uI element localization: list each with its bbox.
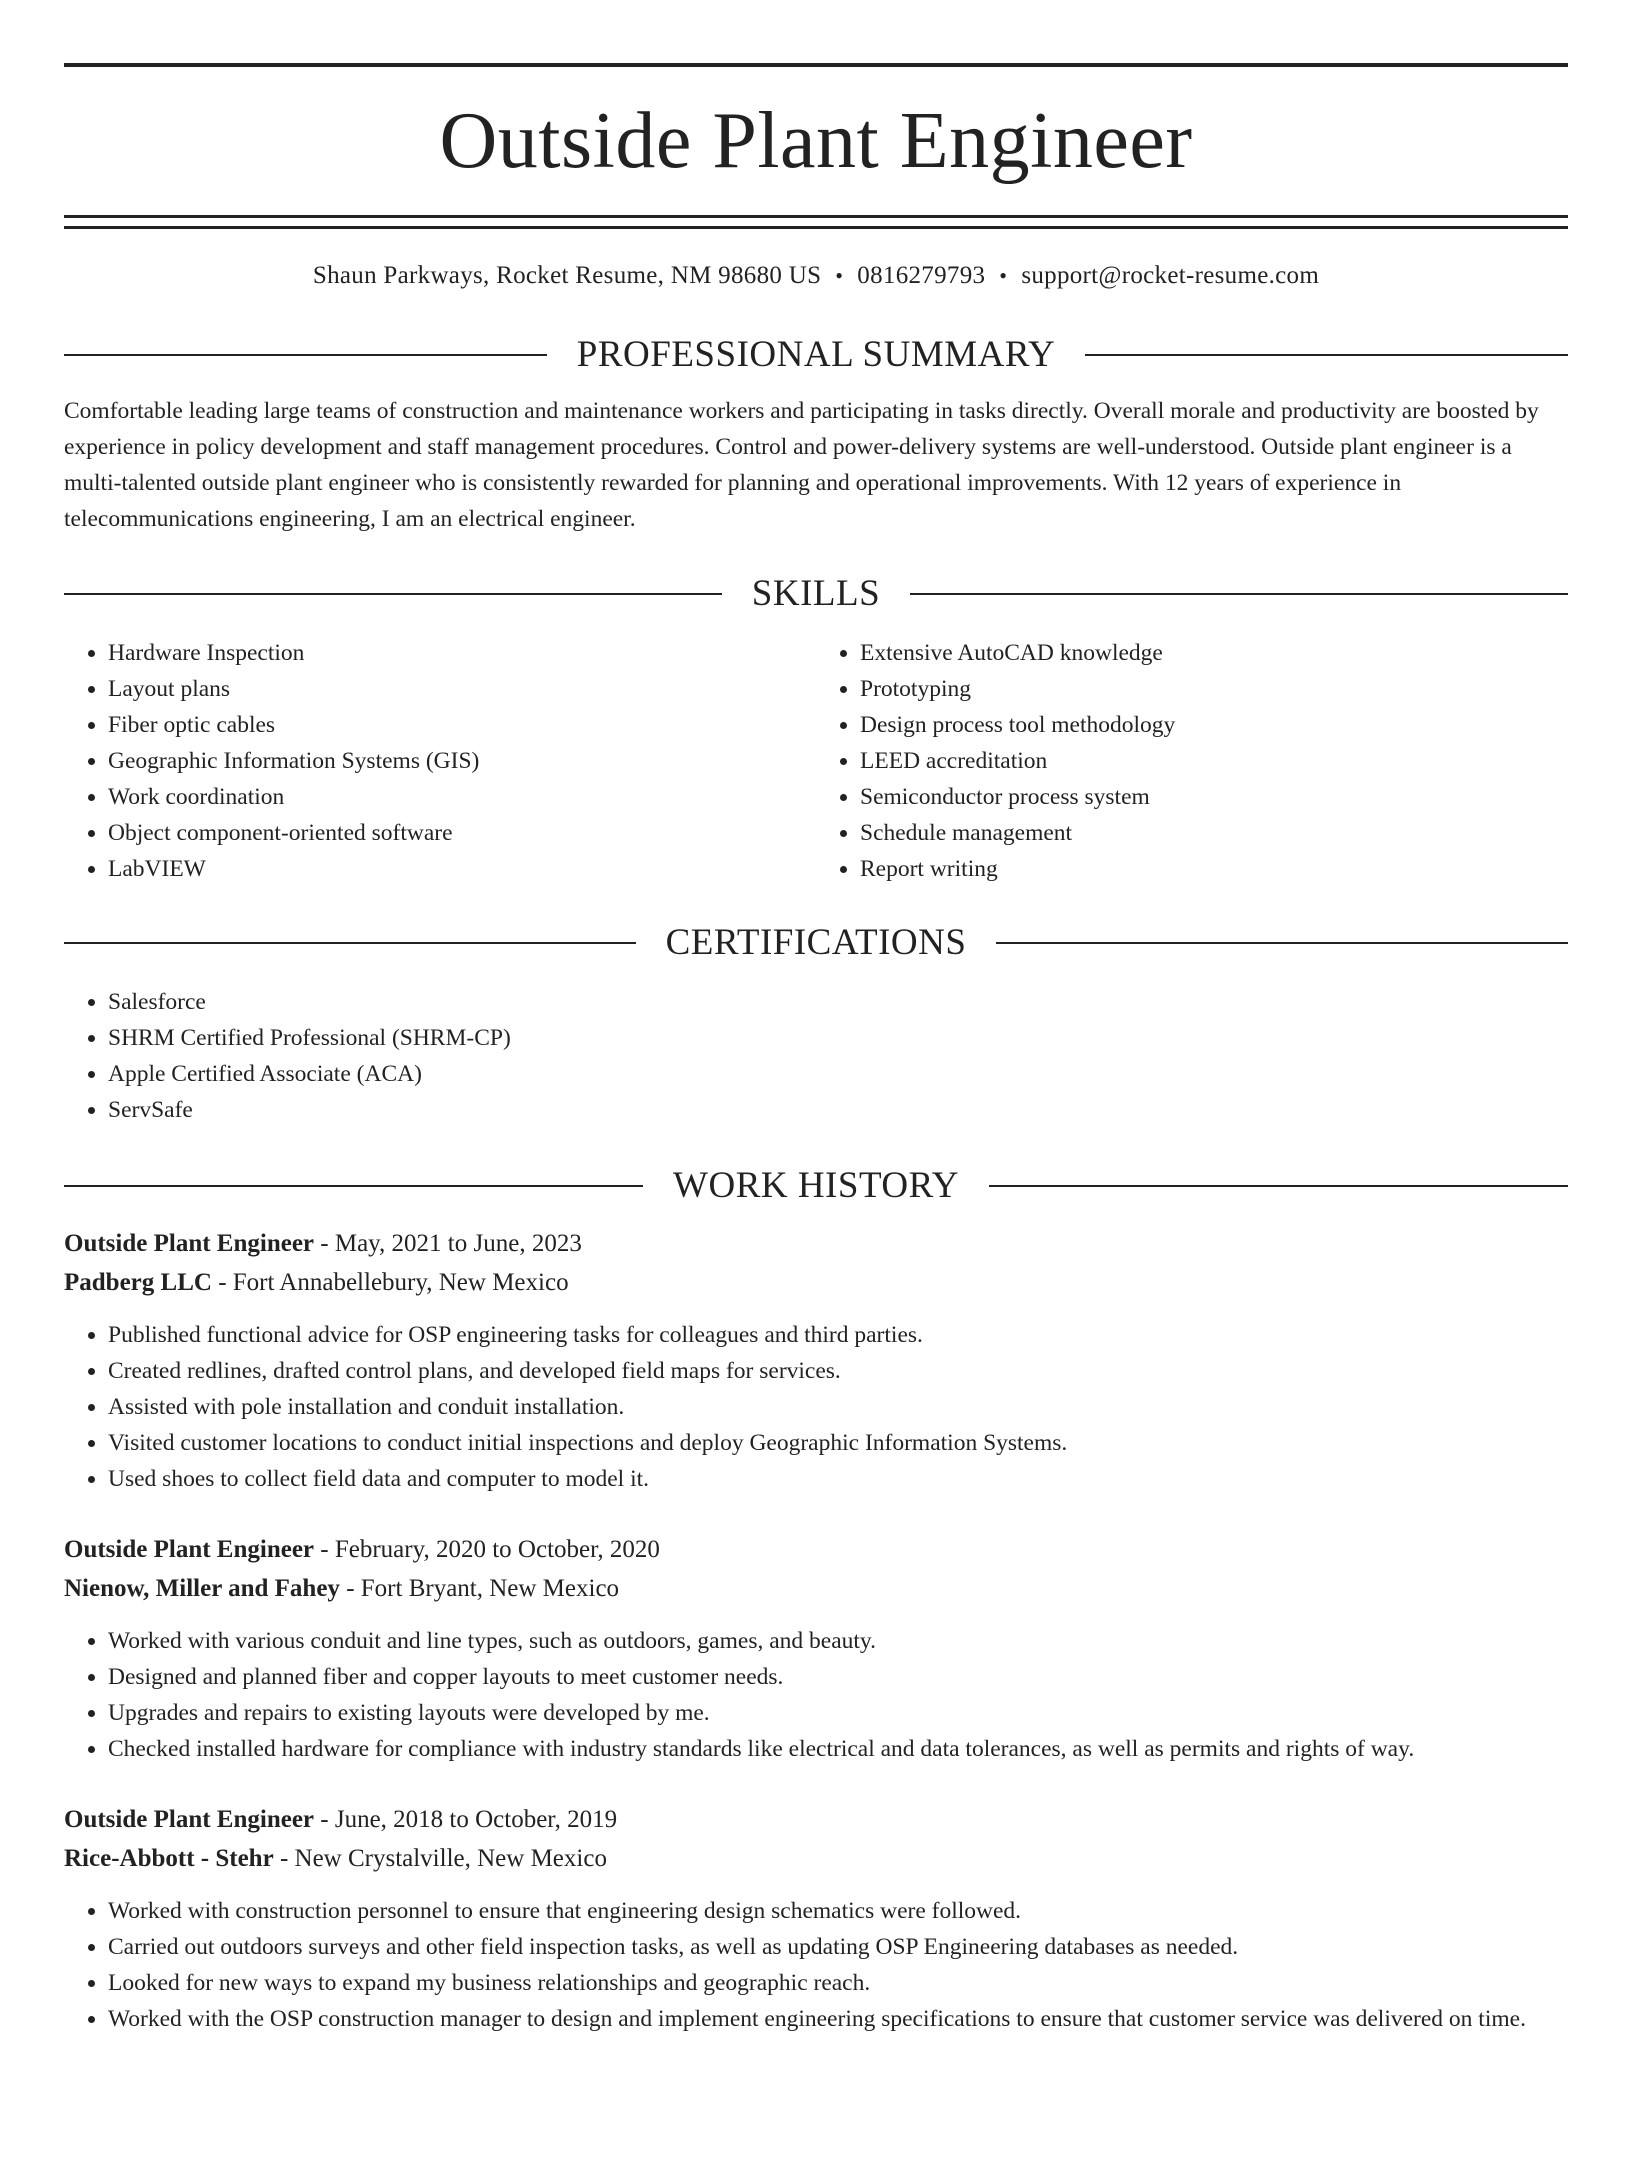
skills-grid xyxy=(64,635,1568,887)
job-entry xyxy=(64,1530,1568,1767)
job-bullet: • Upgrades and repairs to existing layouts were developed by me. xyxy=(108,1695,1568,1731)
job-bullet: • Checked installed hardware for compliance with industry standards like electrical and data tolerances, as well as permits and rights of way. xyxy=(108,1731,1568,1767)
double-rule xyxy=(64,215,1568,229)
job-title-line: Outside Plant Engineer - May, 2021 to June, 2023 xyxy=(64,1230,582,1257)
job-entry xyxy=(64,1224,1568,1497)
job-location: New Crystalville, New Mexico xyxy=(294,1845,607,1872)
job-company-line: Nienow, Miller and Fahey - Fort Bryant, New Mexico xyxy=(64,1575,620,1602)
skills-list-left xyxy=(64,635,816,887)
job-company: Rice-Abbott - Stehr xyxy=(64,1845,274,1872)
summary-heading: PROFESSIONAL SUMMARY xyxy=(576,334,1056,375)
skill-item: • Geographic Information Systems (GIS) xyxy=(108,743,816,779)
contact-phone: 0816279793 xyxy=(857,262,986,289)
resume-page xyxy=(0,63,1632,2175)
summary-section-header xyxy=(64,336,1568,373)
job-company-line: Padberg LLC - Fort Annabellebury, New Mexico xyxy=(64,1269,569,1296)
job-title: Outside Plant Engineer xyxy=(64,1806,315,1833)
contact-line xyxy=(64,263,1568,288)
job-title-line: Outside Plant Engineer - June, 2018 to October, 2019 xyxy=(64,1806,618,1833)
section-rule xyxy=(64,942,636,944)
section-rule xyxy=(989,1185,1568,1187)
skill-item: • Layout plans xyxy=(108,671,816,707)
job-bullet: • Designed and planned fiber and copper layouts to meet customer needs. xyxy=(108,1659,1568,1695)
contact-address: Shaun Parkways, Rocket Resume, NM 98680 US xyxy=(312,262,822,289)
top-rule xyxy=(64,63,1568,67)
job-entry xyxy=(64,1800,1568,2037)
certifications-list xyxy=(64,984,1568,1128)
certification-item: • SHRM Certified Professional (SHRM-CP) xyxy=(108,1020,1568,1056)
work-section-header xyxy=(64,1167,1568,1204)
job-bullet: • Published functional advice for OSP engineering tasks for colleagues and third parties. xyxy=(108,1317,1568,1353)
contact-separator: • xyxy=(999,263,1008,288)
certification-item: • Apple Certified Associate (ACA) xyxy=(108,1056,1568,1092)
certifications-section-header xyxy=(64,924,1568,961)
job-title: Outside Plant Engineer xyxy=(64,1230,315,1257)
job-bullets xyxy=(64,1317,1568,1497)
job-title-line: Outside Plant Engineer - February, 2020 to October, 2020 xyxy=(64,1536,660,1563)
job-bullet: • Worked with various conduit and line types, such as outdoors, games, and beauty. xyxy=(108,1623,1568,1659)
section-rule xyxy=(64,1185,643,1187)
section-rule xyxy=(996,942,1568,944)
skill-item: • Design process tool methodology xyxy=(860,707,1568,743)
job-title: Outside Plant Engineer xyxy=(64,1536,315,1563)
job-bullet: • Created redlines, drafted control plans, and developed field maps for services. xyxy=(108,1353,1568,1389)
job-company: Padberg LLC xyxy=(64,1269,212,1296)
skill-item: • Semiconductor process system xyxy=(860,779,1568,815)
section-rule xyxy=(1085,354,1568,356)
skills-section-header xyxy=(64,575,1568,612)
job-dates: June, 2018 to October, 2019 xyxy=(334,1806,618,1833)
job-location: Fort Bryant, New Mexico xyxy=(360,1575,620,1602)
job-bullet: • Assisted with pole installation and conduit installation. xyxy=(108,1389,1568,1425)
job-company: Nienow, Miller and Fahey xyxy=(64,1575,340,1602)
job-bullet: • Visited customer locations to conduct initial inspections and deploy Geographic Information Systems. xyxy=(108,1425,1568,1461)
work-heading: WORK HISTORY xyxy=(673,1165,959,1206)
job-company-line: Rice-Abbott - Stehr - New Crystalville, New Mexico xyxy=(64,1845,607,1872)
job-bullet: • Carried out outdoors surveys and other field inspection tasks, as well as updating OSP Engineering databases as needed. xyxy=(108,1929,1568,1965)
certification-item: • ServSafe xyxy=(108,1092,1568,1128)
certifications-heading: CERTIFICATIONS xyxy=(665,922,967,963)
job-bullet: • Looked for new ways to expand my business relationships and geographic reach. xyxy=(108,1965,1568,2001)
job-dates: May, 2021 to June, 2023 xyxy=(334,1230,582,1257)
skill-item: • Extensive AutoCAD knowledge xyxy=(860,635,1568,671)
job-bullet: • Used shoes to collect field data and computer to model it. xyxy=(108,1461,1568,1497)
skill-item: • LabVIEW xyxy=(108,851,816,887)
skill-item: • LEED accreditation xyxy=(860,743,1568,779)
skill-item: • Prototyping xyxy=(860,671,1568,707)
skill-item: • Schedule management xyxy=(860,815,1568,851)
skill-item: • Fiber optic cables xyxy=(108,707,816,743)
job-bullet: • Worked with construction personnel to ensure that engineering design schematics were followed. xyxy=(108,1893,1568,1929)
section-rule xyxy=(64,354,547,356)
job-bullets xyxy=(64,1893,1568,2037)
skill-item: • Object component-oriented software xyxy=(108,815,816,851)
skills-heading: SKILLS xyxy=(751,573,881,614)
contact-separator: • xyxy=(835,263,844,288)
summary-text: Comfortable leading large teams of construction and maintenance workers and participating in tasks directly. Overall morale and productivity are boosted by experience in policy development and staff management procedures. Control and power-delivery systems are well-understood. Outside plant engineer is a multi-talented outside plant engineer who is consistently rewarded for planning and operational improvements. With 12 years of experience in telecommunications engineering, I am an electrical engineer. xyxy=(64,398,1539,532)
skill-item: • Hardware Inspection xyxy=(108,635,816,671)
skills-list-right xyxy=(816,635,1568,887)
job-bullets xyxy=(64,1623,1568,1767)
job-dates: February, 2020 to October, 2020 xyxy=(334,1536,660,1563)
section-rule xyxy=(910,593,1568,595)
skill-item: • Work coordination xyxy=(108,779,816,815)
certification-item: • Salesforce xyxy=(108,984,1568,1020)
section-rule xyxy=(64,593,722,595)
skill-item: • Report writing xyxy=(860,851,1568,887)
contact-email: support@rocket-resume.com xyxy=(1021,262,1320,289)
job-location: Fort Annabellebury, New Mexico xyxy=(232,1269,569,1296)
resume-name: Outside Plant Engineer xyxy=(439,97,1193,185)
job-bullet: • Worked with the OSP construction manager to design and implement engineering specifications to ensure that customer service was delivered on time. xyxy=(108,2001,1568,2037)
